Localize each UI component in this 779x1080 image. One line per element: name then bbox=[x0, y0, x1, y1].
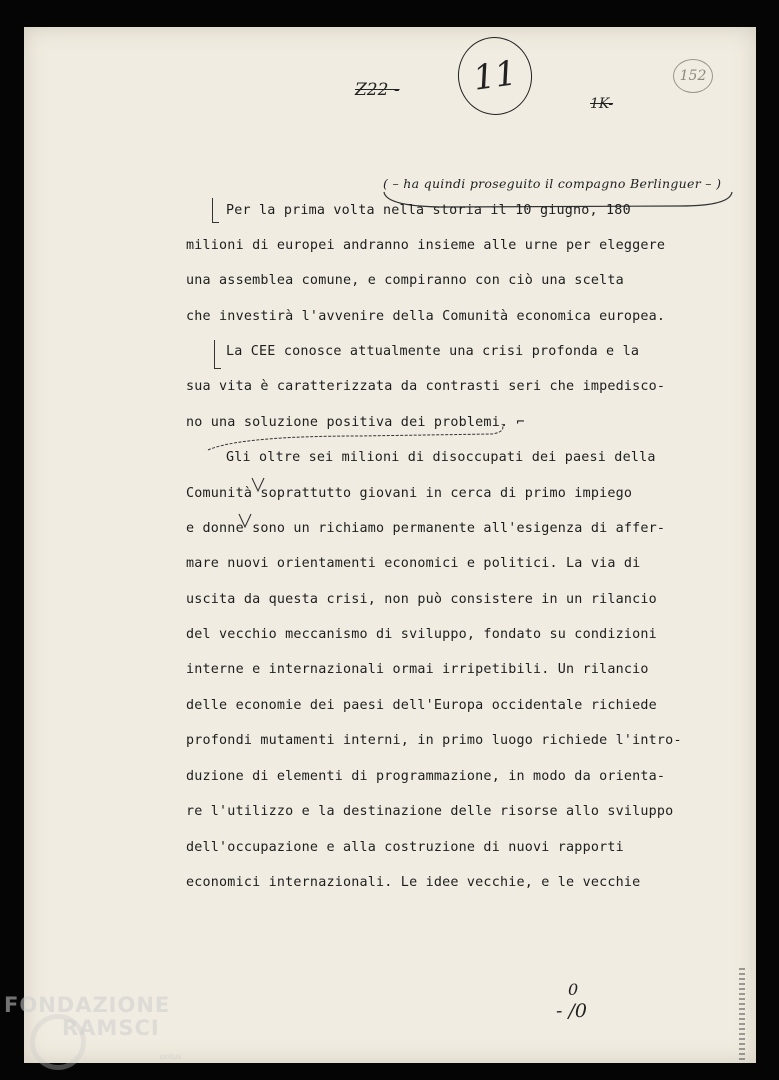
body-line-14: interne e internazionali ormai irripetibili. Un rilancio bbox=[186, 662, 649, 677]
body-line-20: economici internazionali. Le idee vecchie, e le vecchie bbox=[186, 875, 641, 890]
body-line-5: La CEE conosce attualmente una crisi profonda e la bbox=[226, 344, 640, 359]
corner-page-stamp: 152 bbox=[673, 59, 713, 93]
body-line-19: dell'occupazione e alla costruzione di nuovi rapporti bbox=[186, 840, 624, 855]
body-line-4: che investirà l'avvenire della Comunità economica europea. bbox=[186, 309, 666, 324]
body-line-15: delle economie dei paesi dell'Europa occidentale richiede bbox=[186, 698, 657, 713]
body-line-7: no una soluzione positiva dei problemi. ⌐ bbox=[186, 415, 525, 430]
circled-page-number: 11 bbox=[453, 32, 537, 120]
body-line-10: e donne sono un richiamo permanente all'esigenza di affer- bbox=[186, 521, 666, 536]
paragraph-bracket-1 bbox=[212, 198, 219, 223]
body-line-2: milioni di europei andranno insieme alle urne per eleggere bbox=[186, 238, 666, 253]
body-line-8: Gli oltre sei milioni di disoccupati dei paesi della bbox=[226, 450, 656, 465]
edge-stamp-marks bbox=[739, 968, 745, 1060]
header-struck-mark-right: 1K- bbox=[590, 96, 614, 112]
header-struck-mark-left: Z22 - bbox=[355, 80, 400, 100]
footer-page-mark: - /0 bbox=[556, 1000, 587, 1022]
watermark-logo: FONDAZIONE RAMSCI bbox=[4, 993, 171, 1040]
body-line-6: sua vita è caratterizzata da contrasti seri che impedisco- bbox=[186, 379, 666, 394]
insertion-caret-1 bbox=[250, 476, 266, 494]
body-line-11: mare nuovi orientamenti economici e politici. La via di bbox=[186, 556, 641, 571]
body-line-17: duzione di elementi di programmazione, in modo da orienta- bbox=[186, 769, 666, 784]
body-line-13: del vecchio meccanismo di sviluppo, fondato su condizioni bbox=[186, 627, 657, 642]
body-line-12: uscita da questa crisi, non può consistere in un rilancio bbox=[186, 592, 657, 607]
body-line-1: Per la prima volta nella storia il 10 giugno, 180 bbox=[226, 203, 631, 218]
body-line-18: re l'utilizzo e la destinazione delle risorse allo sviluppo bbox=[186, 804, 674, 819]
handwritten-insertion: ( – ha quindi proseguito il compagno Berlinguer – ) bbox=[383, 176, 722, 191]
insertion-caret-2 bbox=[237, 512, 253, 530]
watermark-small-text: onlus bbox=[160, 1052, 182, 1061]
body-line-9: Comunità soprattutto giovani in cerca di primo impiego bbox=[186, 486, 633, 501]
paragraph-bracket-2 bbox=[214, 340, 221, 369]
body-line-16: profondi mutamenti interni, in primo luogo richiede l'intro- bbox=[186, 733, 682, 748]
footer-mark-top: 0 bbox=[568, 980, 579, 999]
body-line-3: una assemblea comune, e compiranno con ciò una scelta bbox=[186, 273, 624, 288]
